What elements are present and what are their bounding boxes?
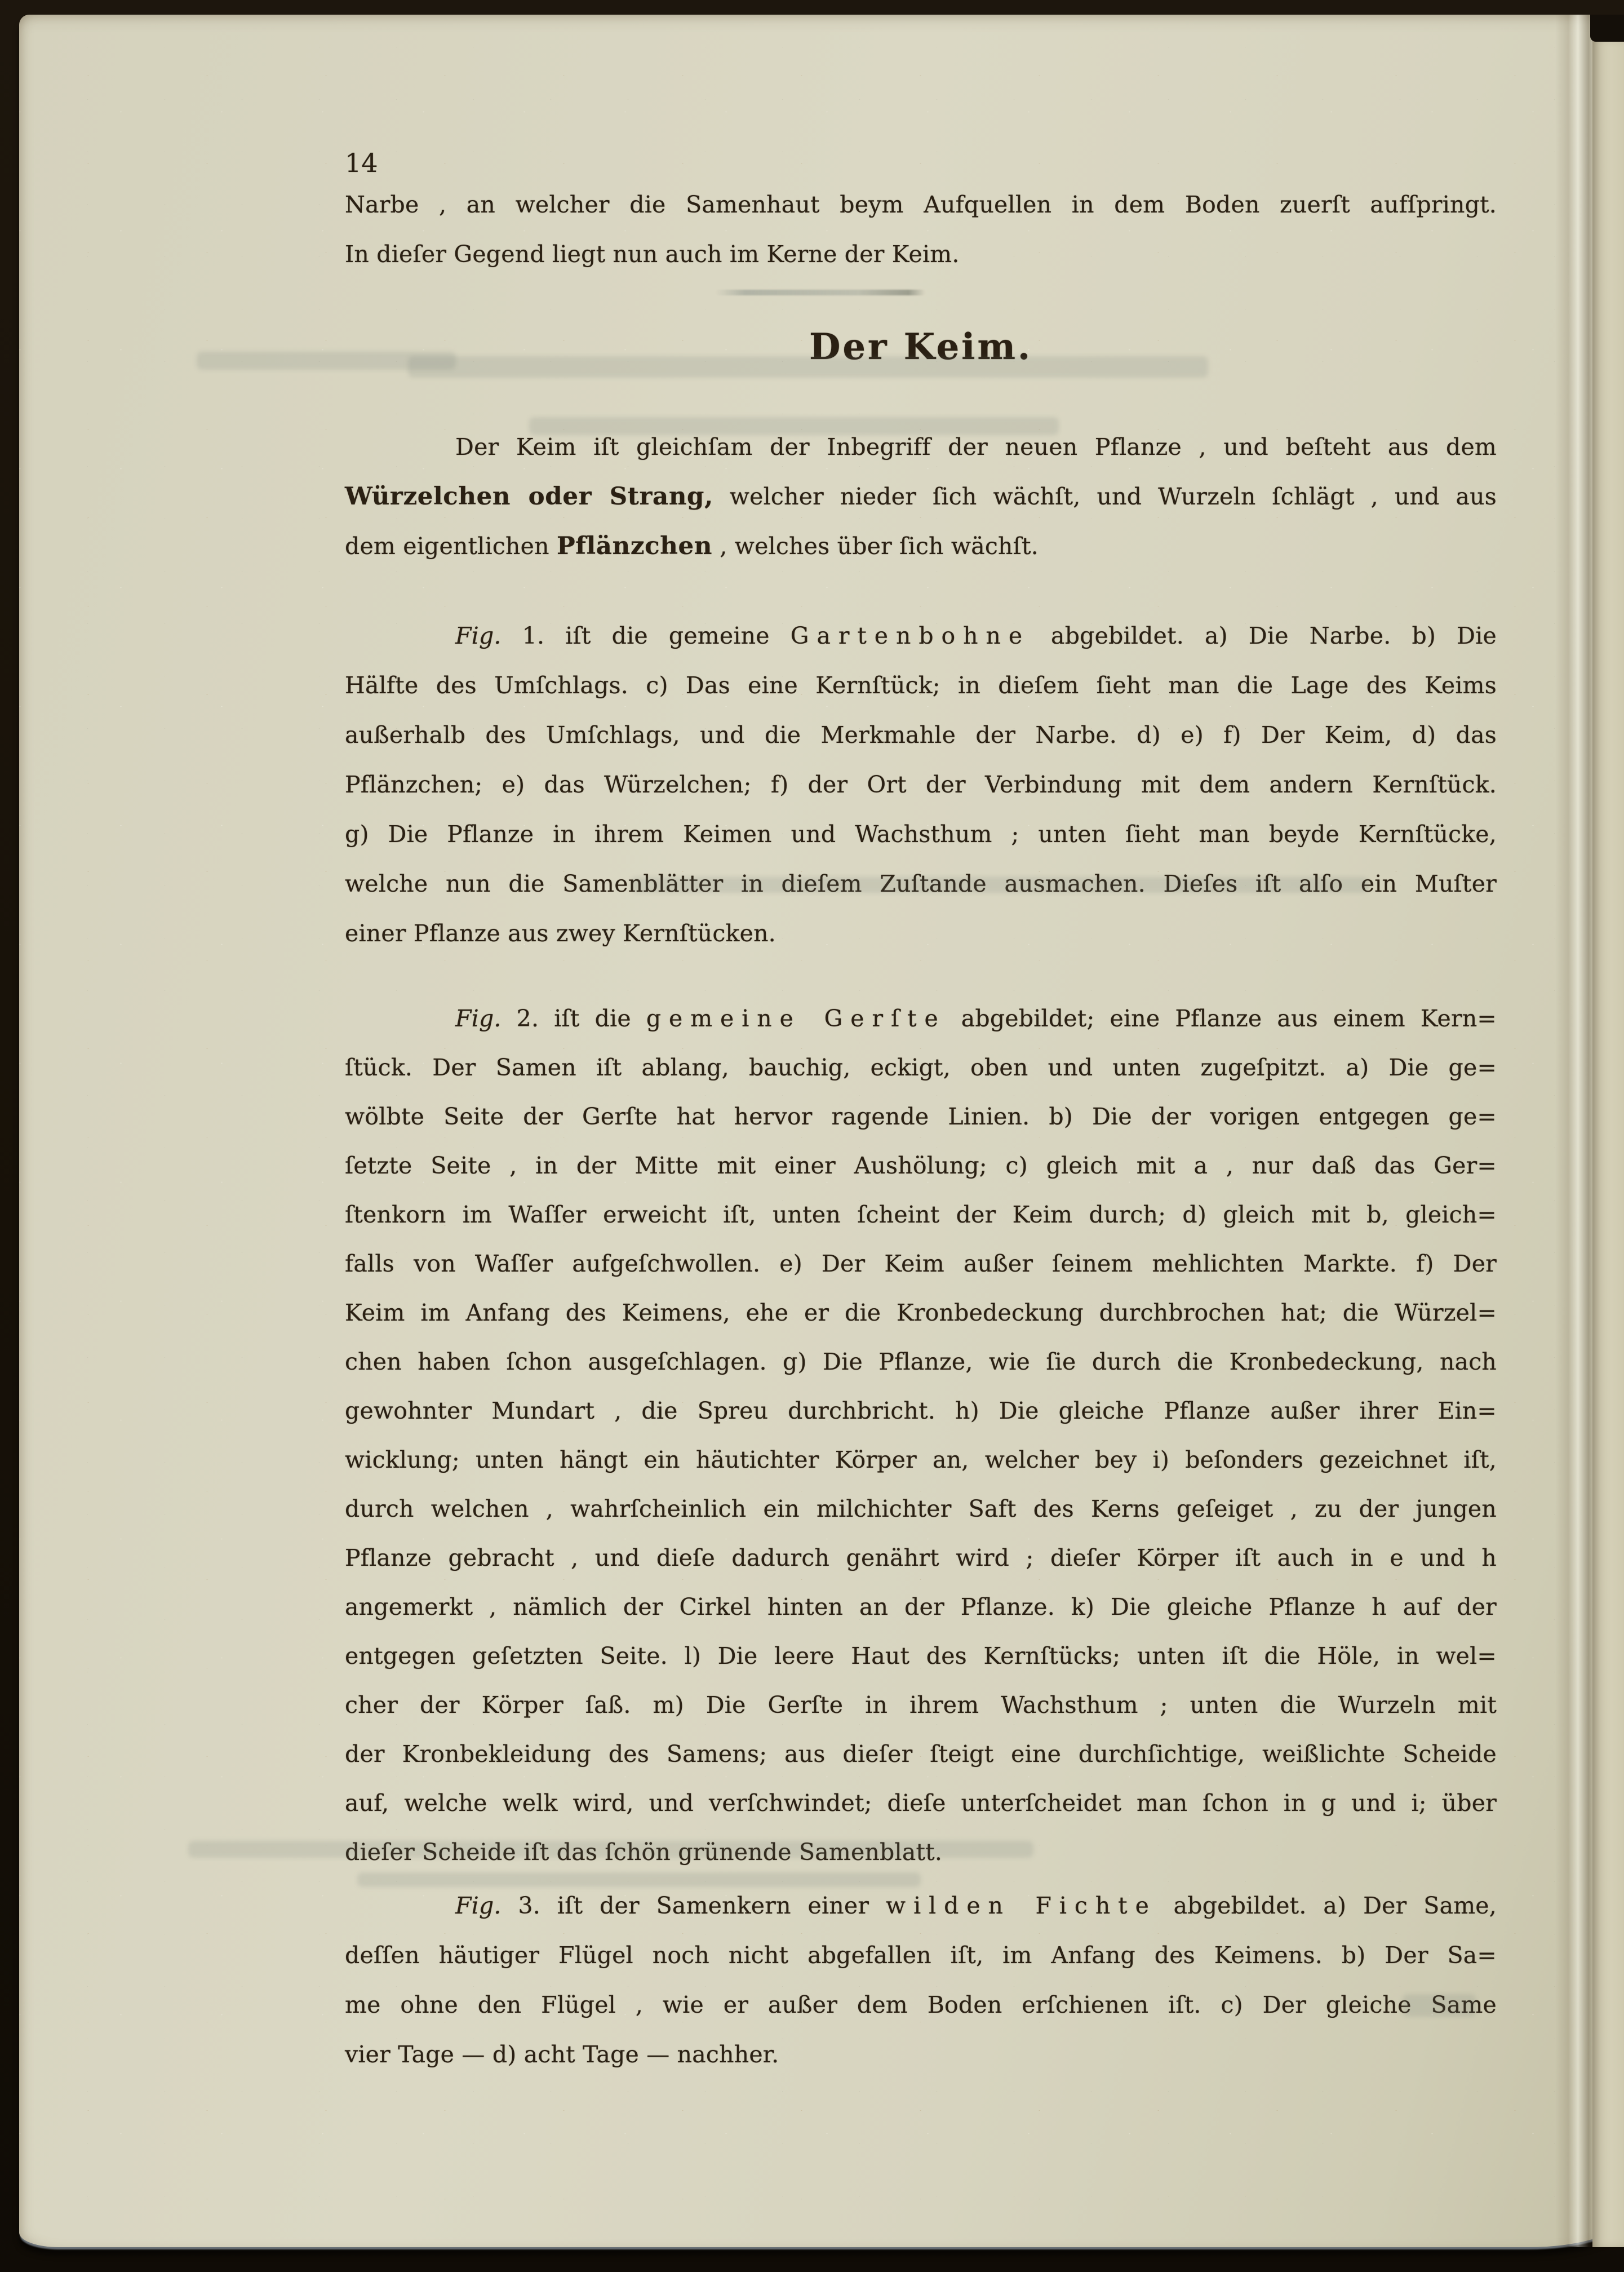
text-line: [345, 1092, 1497, 1141]
body-text: In dieſer Gegend liegt nun auch im Kerne der Keim.: [345, 241, 960, 268]
text-line: [345, 1583, 1497, 1632]
body-text: chen haben ſchon ausgeſchlagen. g) Die Pflanze, wie ſie durch die Kronbedeckung, nach: [345, 1348, 1497, 1375]
text-line: [345, 472, 1497, 521]
emphasized-text: Würzelchen oder Strang,: [345, 482, 713, 511]
body-text: welche nun die Samenblätter in dieſem Zuſtande ausmachen. Dieſes iſt alſo ein Muſter: [345, 870, 1497, 897]
intro-paragraph: [345, 180, 1497, 279]
book-page: [19, 15, 1624, 2247]
body-text: Der Keim iſt gleichſam der Inbegriff der neuen Pflanze , und beſteht aus dem: [455, 433, 1497, 460]
text-line: [345, 611, 1497, 661]
text-line: [345, 2030, 1497, 2079]
body-text: vier Tage — d) acht Tage — nachher.: [345, 2041, 779, 2068]
text-line: [345, 1337, 1497, 1387]
text-line: [345, 1632, 1497, 1681]
body-text: 2. iſt die: [501, 1005, 646, 1032]
page-number: 14: [345, 148, 378, 178]
text-line: [345, 1387, 1497, 1436]
emphasized-text: Gartenbohne: [790, 622, 1031, 649]
body-text: wicklung; unten hängt ein häutichter Körper an, welcher bey i) beſonders gezeichnet iſt,: [345, 1446, 1497, 1473]
text-line: [345, 710, 1497, 760]
text-line: [345, 760, 1497, 809]
emphasized-text: gemeine Gerſte: [646, 1005, 946, 1032]
body-text: Pflänzchen; e) das Würzelchen; f) der Ort der Verbindung mit dem andern Kernſtück.: [345, 771, 1497, 798]
body-text: g) Die Pflanze in ihrem Keimen und Wachsthum ; unten ſieht man beyde Kernſtücke,: [345, 821, 1497, 848]
body-text: ſtück. Der Samen iſt ablang, bauchig, eckigt, oben und unten zugeſpitzt. a) Die ge=: [345, 1054, 1497, 1081]
body-text: falls von Waſſer aufgeſchwollen. e) Der Keim außer ſeinem mehlichten Markte. f) Der: [345, 1250, 1497, 1277]
emphasized-text: Pflänzchen: [556, 532, 713, 560]
text-line: [345, 521, 1497, 571]
body-text: gewohnter Mundart , die Spreu durchbricht. h) Die gleiche Pflanze außer ihrer Ein=: [345, 1397, 1497, 1424]
body-text: abgebildet. a) Der Same,: [1156, 1892, 1497, 1919]
text-line: [345, 1288, 1497, 1337]
scan-corner-notch: [1590, 15, 1624, 42]
emphasized-text: wilden Fichte: [886, 1892, 1157, 1919]
text-line: [345, 1534, 1497, 1583]
body-text: 3. iſt der Samenkern einer: [501, 1892, 886, 1919]
text-line: [345, 1828, 1497, 1877]
text-line: [345, 1485, 1497, 1534]
text-line: [345, 1141, 1497, 1190]
section-rule: [716, 290, 925, 295]
text-line: [345, 909, 1497, 958]
text-line: [345, 1436, 1497, 1485]
body-text: dieſer Scheide iſt das ſchön grünende Samenblatt.: [345, 1839, 943, 1866]
paragraph-definition: [345, 422, 1497, 571]
text-line: [345, 1881, 1497, 1930]
text-line: [345, 809, 1497, 859]
paragraph-fig3: [345, 1881, 1497, 2079]
body-text: 1. iſt die gemeine: [501, 622, 791, 649]
page-fold-crease: [1555, 15, 1596, 2247]
body-text: deſſen häutiger Flügel noch nicht abgefallen iſt, im Anfang des Keimens. b) Der Sa=: [345, 1942, 1497, 1969]
body-text: Hälfte des Umſchlags. c) Das eine Kernſtück; in dieſem ſieht man die Lage des Keims: [345, 672, 1497, 699]
body-text: durch welchen , wahrſcheinlich ein milchichter Saft des Kerns geſeiget , zu der jungen: [345, 1495, 1497, 1522]
emphasized-text: Fig.: [455, 1005, 502, 1032]
body-text: Pflanze gebracht , und dieſe dadurch genährt wird ; dieſer Körper iſt auch in e und h: [345, 1544, 1497, 1571]
paragraph-fig2: [345, 994, 1497, 1877]
text-line: [345, 1980, 1497, 2030]
body-text: Keim im Anfang des Keimens, ehe er die Kronbedeckung durchbrochen hat; die Würzel=: [345, 1299, 1497, 1326]
body-text: ſtenkorn im Waſſer erweicht iſt, unten ſcheint der Keim durch; d) gleich mit b, gleich=: [345, 1201, 1497, 1228]
body-text: der Kronbekleidung des Samens; aus dieſer ſteigt eine durchſichtige, weißlichte Scheide: [345, 1740, 1497, 1768]
body-text: ſetzte Seite , in der Mitte mit einer Aushölung; c) gleich mit a , nur daß das Ger=: [345, 1152, 1497, 1179]
body-text: außerhalb des Umſchlags, und die Merkmahle der Narbe. d) e) f) Der Keim, d) das: [345, 721, 1497, 749]
emphasized-text: Fig.: [455, 1892, 502, 1919]
body-text: abgebildet; eine Pflanze aus einem Kern=: [946, 1005, 1497, 1032]
body-text: dem eigentlichen: [345, 533, 557, 560]
text-line: [345, 661, 1497, 710]
body-text: entgegen geſetzten Seite. l) Die leere Haut des Kernſtücks; unten iſt die Höle, in wel=: [345, 1642, 1497, 1669]
text-line: [345, 1681, 1497, 1730]
emphasized-text: Fig.: [455, 622, 502, 649]
body-text: wölbte Seite der Gerſte hat hervor ragende Linien. b) Die der vorigen entgegen ge=: [345, 1103, 1497, 1130]
body-text: me ohne den Flügel , wie er außer dem Boden erſchienen iſt. c) Der gleiche Same: [345, 1991, 1497, 2018]
body-text: angemerkt , nämlich der Cirkel hinten an der Pflanze. k) Die gleiche Pflanze h auf der: [345, 1593, 1497, 1620]
body-text: welcher nieder ſich wächſt, und Wurzeln ſchlägt , und aus: [713, 483, 1497, 510]
paragraph-fig1: [345, 611, 1497, 958]
body-text: cher der Körper ſaß. m) Die Gerſte in ihrem Wachsthum ; unten die Wurzeln mit: [345, 1691, 1497, 1719]
body-text: , welches über ſich wächſt.: [712, 533, 1039, 560]
body-text: auf, welche welk wird, und verſchwindet; dieſe unterſcheidet man ſchon in g und i; über: [345, 1790, 1497, 1817]
body-text: einer Pflanze aus zwey Kernſtücken.: [345, 920, 776, 947]
text-line: [345, 994, 1497, 1043]
text-line: [345, 229, 1497, 279]
text-line: [345, 1779, 1497, 1828]
page-title: Der Keim.: [809, 326, 1033, 368]
text-line: [345, 180, 1497, 229]
text-line: [345, 859, 1497, 909]
next-page-edge: [1592, 39, 1624, 2247]
text-line: [345, 1043, 1497, 1092]
text-line: [345, 1190, 1497, 1239]
body-text: abgebildet. a) Die Narbe. b) Die: [1030, 622, 1497, 649]
body-text: Narbe , an welcher die Samenhaut beym Aufquellen in dem Boden zuerſt aufſpringt.: [345, 191, 1497, 218]
text-line: [345, 1730, 1497, 1779]
text-line: [345, 422, 1497, 472]
text-line: [345, 1239, 1497, 1288]
text-line: [345, 1930, 1497, 1980]
